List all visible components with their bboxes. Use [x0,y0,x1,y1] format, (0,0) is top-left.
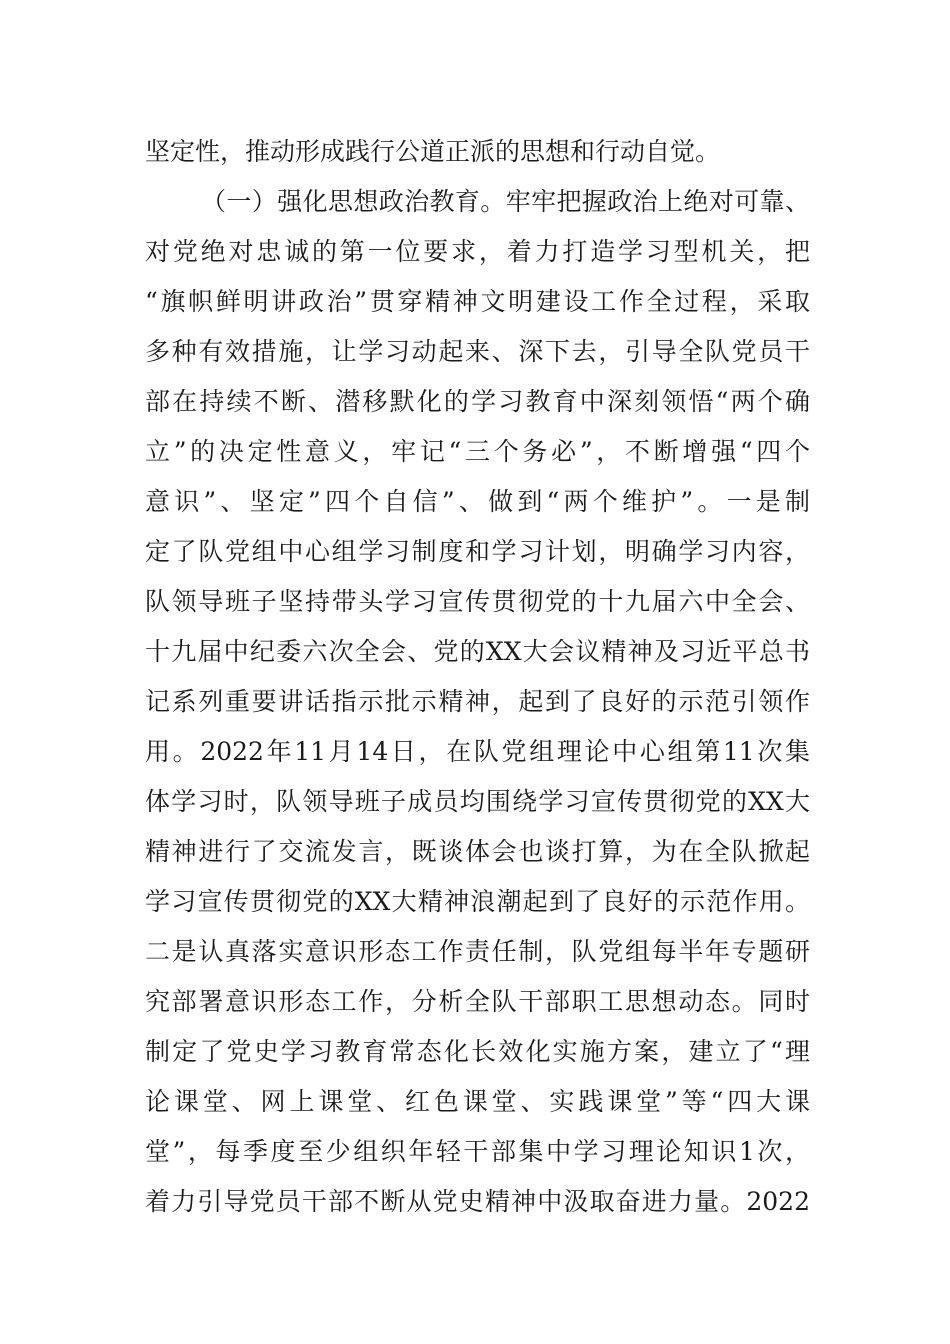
text-line: 究部署意识形态工作，分析全队干部职工思想动态。同时 [145,987,810,1016]
text-line: 对党绝对忠诚的第一位要求，着力打造学习型机关，把 [145,237,810,266]
text-line: 二是认真落实意识形态工作责任制，队党组每半年专题研 [145,937,810,966]
text-line: 定了队党组中心组学习制度和学习计划，明确学习内容， [145,537,810,566]
text-line: 论课堂、网上课堂、红色课堂、实践课堂”等“四大课 [145,1087,810,1116]
text-line: “旗帜鲜明讲政治”贯穿精神文明建设工作全过程，采取 [145,287,810,316]
text-line: 堂”，每季度至少组织年轻干部集中学习理论知识1次， [145,1137,810,1166]
text-line: 十九届中纪委六次全会、党的XX大会议精神及习近平总书 [145,637,810,666]
text-line: 体学习时，队领导班子成员均围绕学习宣传贯彻党的XX大 [145,787,810,816]
text-line: 队领导班子坚持带头学习宣传贯彻党的十九届六中全会、 [145,587,810,616]
text-line: 立”的决定性意义，牢记“三个务必”，不断增强“四个 [145,437,810,466]
text-line: 意识”、坚定”四个自信”、做到“两个维护”。一是制 [145,487,810,516]
text-line: 学习宣传贯彻党的XX大精神浪潮起到了良好的示范作用。 [145,887,810,916]
body-text [145,132,810,1232]
text-line: 制定了党史学习教育常态化长效化实施方案，建立了“理 [145,1037,810,1066]
text-line: 部在持续不断、潜移默化的学习教育中深刻领悟“两个确 [145,387,810,416]
text-line: 记系列重要讲话指示批示精神，起到了良好的示范引领作 [145,687,810,716]
text-line: 着力引导党员干部不断从党史精神中汲取奋进力量。2022 [145,1187,810,1216]
text-line: 用。2022年11月14日，在队党组理论中心组第11次集 [145,737,810,766]
text-line: （一）强化思想政治教育。牢牢把握政治上绝对可靠、 [201,187,810,216]
text-line: 多种有效措施，让学习动起来、深下去，引导全队党员干 [145,337,810,366]
text-line: 精神进行了交流发言，既谈体会也谈打算，为在全队掀起 [145,837,810,866]
text-line: 坚定性，推动形成践行公道正派的思想和行动自觉。 [145,137,721,166]
